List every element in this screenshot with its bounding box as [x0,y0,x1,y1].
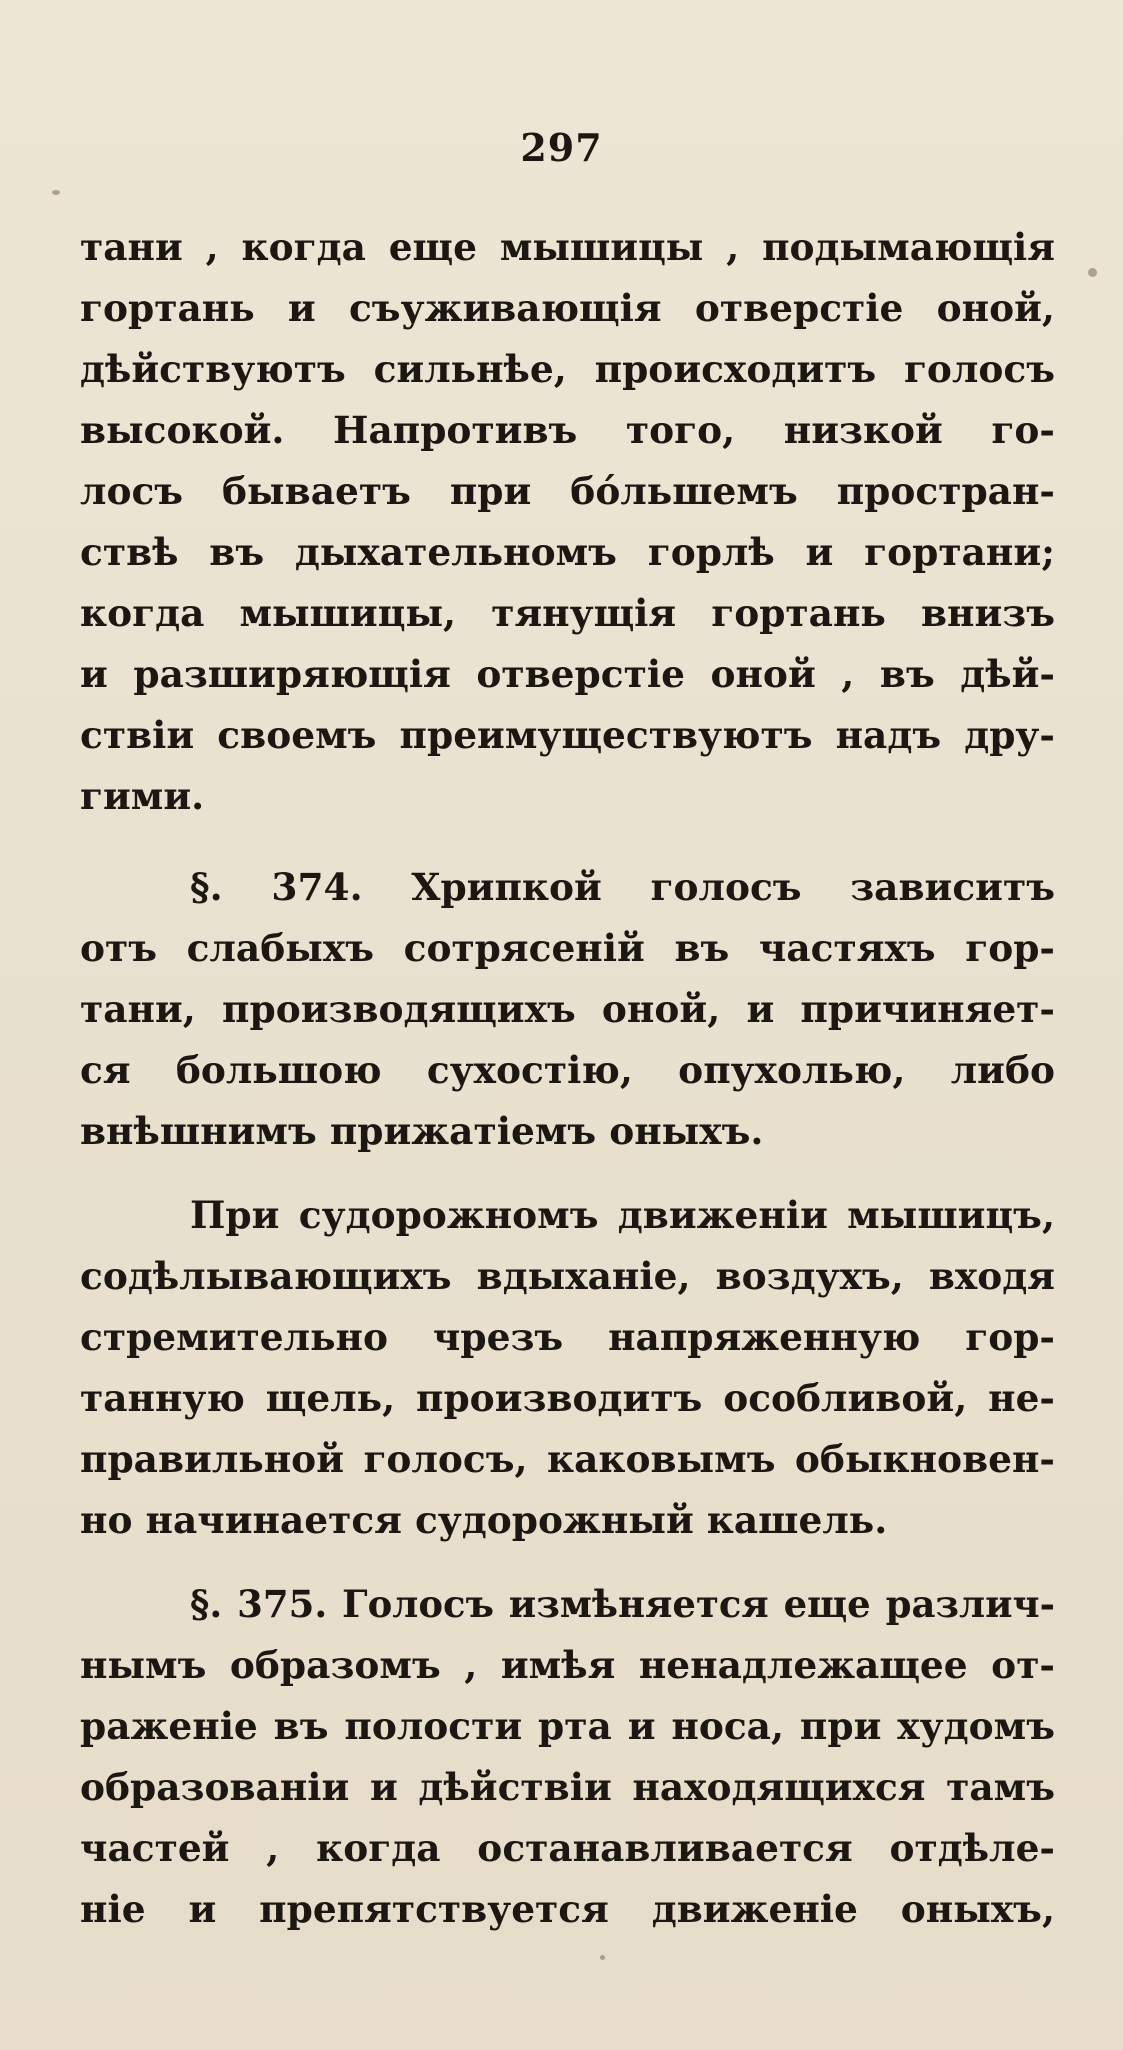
text-line: ніе и препятствуется движеніе оныхъ, [80,1887,1055,1931]
text-line: При судорожномъ движеніи мышицъ, [190,1193,1055,1237]
text-line: внѣшнимъ прижатіемъ оныхъ. [80,1109,764,1153]
paper-speck [600,1955,605,1960]
text-line: когда мышицы, тянущія гортань внизъ [80,591,1055,635]
text-line: и разширяющія отверстіе оной , въ дѣй- [80,652,1055,696]
text-line: ствѣ въ дыхательномъ горлѣ и гортани; [80,530,1055,574]
text-line: гими. [80,774,205,818]
page-number: 297 [520,125,603,170]
text-line: тани , когда еще мышицы , подымающія [80,225,1055,269]
text-line: §. 375. Голосъ измѣняется еще различ- [190,1582,1055,1626]
text-line: правильной голосъ, каковымъ обыкновен- [80,1437,1055,1481]
text-line: частей , когда останавливается отдѣле- [80,1826,1055,1870]
text-line: танную щель, производитъ особливой, не- [80,1376,1055,1420]
text-line: стремительно чрезъ напряженную гор- [80,1315,1055,1359]
text-line: образованіи и дѣйствіи находящихся тамъ [80,1765,1055,1809]
text-line: нымъ образомъ , имѣя ненадлежащее от- [80,1643,1055,1687]
text-line: но начинается судорожный кашель. [80,1498,888,1542]
paper-speck [1088,268,1097,277]
text-line: гортань и съуживающія отверстіе оной, [80,286,1055,330]
text-line: §. 374. Хрипкой голосъ зависитъ [190,865,1055,909]
paper-speck [52,190,60,195]
text-line: дѣйствуютъ сильнѣе, происходитъ голосъ [80,347,1055,391]
text-line: лосъ бываетъ при бо́льшемъ простран- [80,469,1055,513]
text-line: отъ слабыхъ сотрясеній въ частяхъ гор- [80,926,1055,970]
text-line: содѣлывающихъ вдыханіе, воздухъ, входя [80,1254,1055,1298]
text-line: ся большою сухостію, опухолью, либо [80,1048,1055,1092]
text-line: раженіе въ полости рта и носа, при худомъ [80,1704,1055,1748]
text-line: высокой. Напротивъ того, низкой го- [80,408,1055,452]
text-line: тани, производящихъ оной, и причиняет- [80,987,1055,1031]
text-line: ствіи своемъ преимуществуютъ надъ дру- [80,713,1055,757]
